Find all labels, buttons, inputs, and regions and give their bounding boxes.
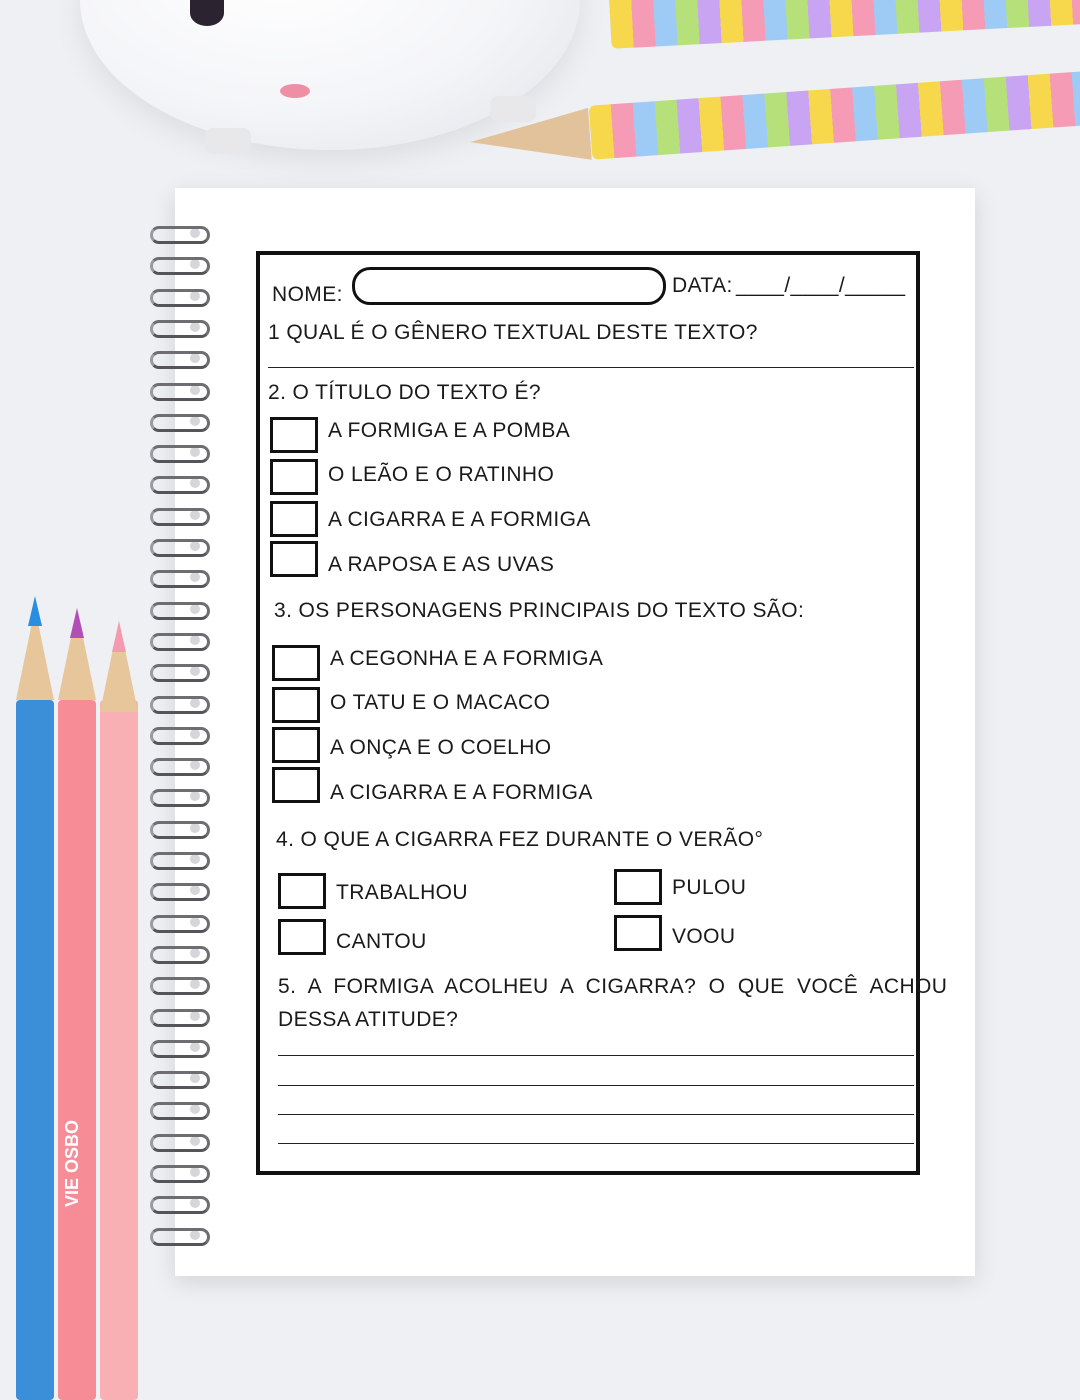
coil-ring xyxy=(150,883,210,901)
pencil-top-tip xyxy=(468,108,591,168)
coil-ring xyxy=(150,1040,210,1058)
spiral-coil xyxy=(142,383,210,397)
checkbox-q3-d[interactable] xyxy=(272,767,320,803)
coil-ring xyxy=(150,1165,210,1183)
spiral-coil xyxy=(142,821,210,835)
pink-pencil xyxy=(58,700,96,1400)
date-label: DATA: xyxy=(672,274,733,297)
answer-line-q5[interactable] xyxy=(278,1143,914,1144)
answer-line-q5[interactable] xyxy=(278,1114,914,1115)
spiral-coil xyxy=(142,946,210,960)
option-q2-c: A CIGARRA E A FORMIGA xyxy=(328,508,591,531)
question-5-line-1: 5. A FORMIGA ACOLHEU A CIGARRA? O QUE VOCÊ ACHOU xyxy=(278,975,948,998)
option-q2-a: A FORMIGA E A POMBA xyxy=(328,419,571,442)
coil-ring xyxy=(150,789,210,807)
coil-ring xyxy=(150,758,210,776)
coil-ring xyxy=(150,289,210,307)
spiral-coil xyxy=(142,476,210,490)
spiral-coil xyxy=(142,414,210,428)
coil-ring xyxy=(150,539,210,557)
coil-ring xyxy=(150,570,210,588)
light-pink-pencil-lead xyxy=(112,622,126,652)
spiral-coil xyxy=(142,1040,210,1054)
spiral-coil xyxy=(142,633,210,647)
coil-ring xyxy=(150,226,210,244)
option-q2-b: O LEÃO E O RATINHO xyxy=(328,463,555,486)
spiral-coil xyxy=(142,1071,210,1085)
spiral-coil xyxy=(142,508,210,522)
checkbox-q4-trabalhou[interactable] xyxy=(278,873,326,909)
spiral-coil xyxy=(142,852,210,866)
checkbox-q4-voou[interactable] xyxy=(614,915,662,951)
spiral-coil xyxy=(142,883,210,897)
spiral-coil xyxy=(142,1134,210,1148)
option-q3-a: A CEGONHA E A FORMIGA xyxy=(330,647,604,670)
pencil-top-1 xyxy=(609,0,1080,49)
checkbox-q3-b[interactable] xyxy=(272,687,320,723)
spiral-coil xyxy=(142,570,210,584)
answer-line-q1[interactable] xyxy=(268,367,914,368)
coil-ring xyxy=(150,946,210,964)
spiral-coil xyxy=(142,789,210,803)
spiral-coil xyxy=(142,1196,210,1210)
question-4: 4. O QUE A CIGARRA FEZ DURANTE O VERÃO° xyxy=(276,828,764,851)
question-1: 1 QUAL É O GÊNERO TEXTUAL DESTE TEXTO? xyxy=(268,321,758,344)
coil-ring xyxy=(150,320,210,338)
spiral-coil xyxy=(142,289,210,303)
option-q4-pulou: PULOU xyxy=(672,876,747,899)
spiral-coil xyxy=(142,1009,210,1023)
spiral-coil xyxy=(142,915,210,929)
coil-ring xyxy=(150,664,210,682)
coil-ring xyxy=(150,977,210,995)
coil-ring xyxy=(150,633,210,651)
name-label: NOME: xyxy=(272,283,343,306)
checkbox-q4-pulou[interactable] xyxy=(614,869,662,905)
checkbox-q3-a[interactable] xyxy=(272,645,320,681)
coil-ring xyxy=(150,1228,210,1246)
piggy-eye xyxy=(190,0,224,26)
spiral-coil xyxy=(142,445,210,459)
spiral-coil xyxy=(142,664,210,678)
spiral-coil xyxy=(142,977,210,991)
option-q2-d: A RAPOSA E AS UVAS xyxy=(328,553,555,576)
spiral-coil xyxy=(142,758,210,772)
coil-ring xyxy=(150,1102,210,1120)
checkbox-q2-b[interactable] xyxy=(270,459,318,495)
coil-ring xyxy=(150,414,210,432)
coil-ring xyxy=(150,508,210,526)
coil-ring xyxy=(150,383,210,401)
coil-ring xyxy=(150,445,210,463)
answer-line-q5[interactable] xyxy=(278,1055,914,1056)
answer-line-q5[interactable] xyxy=(278,1085,914,1086)
spiral-coil xyxy=(142,320,210,334)
checkbox-q2-a[interactable] xyxy=(270,417,318,453)
piggy-foot xyxy=(205,128,251,154)
coil-ring xyxy=(150,696,210,714)
coil-ring xyxy=(150,1196,210,1214)
checkbox-q2-d[interactable] xyxy=(270,541,318,577)
blue-pencil xyxy=(16,700,54,1400)
checkbox-q3-c[interactable] xyxy=(272,727,320,763)
name-field[interactable] xyxy=(352,267,666,305)
spiral-coil xyxy=(142,727,210,741)
pink-pencil-lead xyxy=(70,608,84,638)
coil-ring xyxy=(150,1071,210,1089)
coil-ring xyxy=(150,852,210,870)
coil-ring xyxy=(150,1134,210,1152)
spiral-coil xyxy=(142,257,210,271)
question-3: 3. OS PERSONAGENS PRINCIPAIS DO TEXTO SÃO: xyxy=(274,599,805,622)
spiral-coil xyxy=(142,602,210,616)
spiral-coil xyxy=(142,226,210,240)
piggy-nose xyxy=(280,84,310,98)
checkbox-q2-c[interactable] xyxy=(270,501,318,537)
checkbox-q4-cantou[interactable] xyxy=(278,919,326,955)
spiral-coil xyxy=(142,1165,210,1179)
spiral-coil xyxy=(142,696,210,710)
coil-ring xyxy=(150,915,210,933)
spiral-coil xyxy=(142,351,210,365)
option-q3-d: A CIGARRA E A FORMIGA xyxy=(330,781,593,804)
coil-ring xyxy=(150,476,210,494)
blue-pencil-lead xyxy=(28,596,42,626)
option-q4-cantou: CANTOU xyxy=(336,930,427,953)
coil-ring xyxy=(150,727,210,745)
coil-ring xyxy=(150,351,210,369)
coil-ring xyxy=(150,821,210,839)
option-q3-b: O TATU E O MACACO xyxy=(330,691,551,714)
date-field[interactable]: ____/____/_____ xyxy=(736,274,906,297)
light-pink-pencil xyxy=(100,700,138,1400)
pencil-top-2 xyxy=(589,70,1080,159)
option-q4-voou: VOOU xyxy=(672,925,736,948)
question-5-line-2: DESSA ATITUDE? xyxy=(278,1008,459,1031)
coil-ring xyxy=(150,257,210,275)
spiral-coil xyxy=(142,1102,210,1116)
question-2: 2. O TÍTULO DO TEXTO É? xyxy=(268,381,541,404)
spiral-coil xyxy=(142,539,210,553)
option-q4-trabalhou: TRABALHOU xyxy=(336,881,468,904)
coil-ring xyxy=(150,1009,210,1027)
pencil-brand-label: VIE OSBO xyxy=(62,1120,82,1208)
option-q3-c: A ONÇA E O COELHO xyxy=(330,736,552,759)
worksheet xyxy=(256,251,948,1175)
spiral-coil xyxy=(142,1228,210,1242)
coil-ring xyxy=(150,602,210,620)
